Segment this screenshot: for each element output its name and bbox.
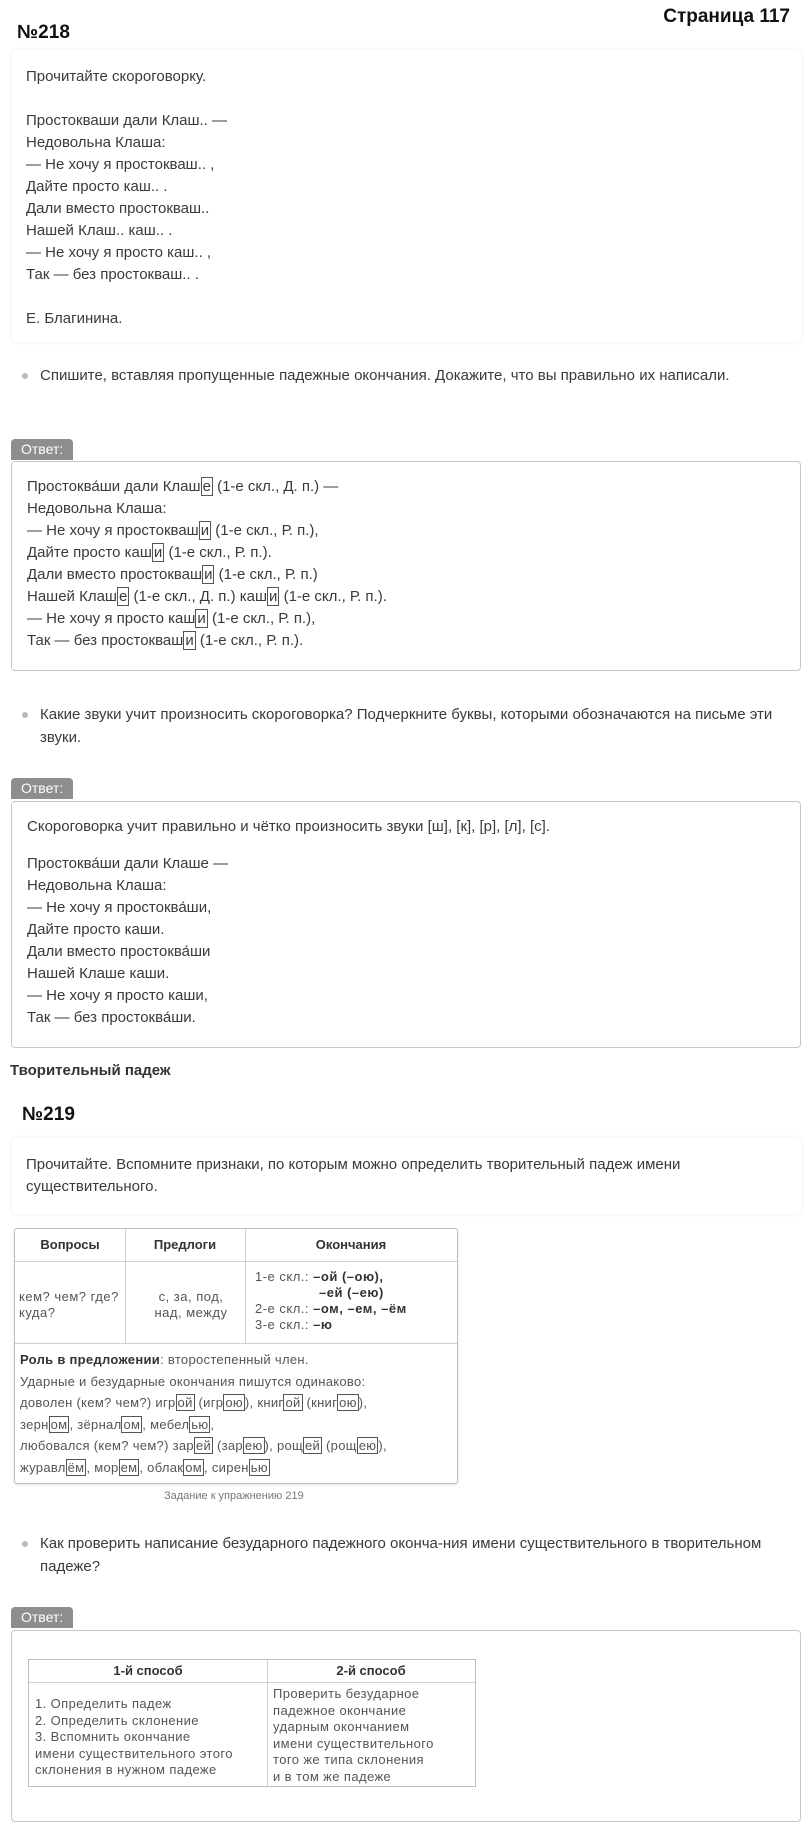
ending-box: е xyxy=(202,478,211,495)
divider xyxy=(125,1229,126,1343)
answer-label: Ответ: xyxy=(11,778,73,799)
poem-line: Дайте просто каш.. . xyxy=(26,178,168,195)
answer-line: Простоква́ши дали Клаш е (1-е скл., Д. п.) — xyxy=(27,478,339,495)
ending-box: ою xyxy=(339,1395,357,1410)
questions-cell: кем? чем? где? куда? xyxy=(19,1289,119,1320)
prepositions-cell: с, за, под, над, между xyxy=(154,1289,228,1320)
answer-line: Дайте просто каши. xyxy=(27,921,165,938)
exercise-number: №219 xyxy=(22,1104,75,1125)
answer-intro: Скороговорка учит правильно и чётко произносить звуки [ш], [к], [р], [л], [с]. xyxy=(27,818,550,835)
ending-box: и xyxy=(269,588,278,605)
divider xyxy=(29,1682,475,1683)
ending-box: ей xyxy=(305,1438,321,1453)
example-line: доволен (кем? чем?) игр ой (игр ою ), книг ой (книг ою ), xyxy=(20,1395,368,1410)
poem-line: Так — без простокваш.. . xyxy=(26,266,199,283)
answer-line: Так — без простокваш и (1-е скл., Р. п.). xyxy=(27,632,304,649)
answer-line: Так — без простоква́ши. xyxy=(27,1009,196,1026)
divider xyxy=(267,1660,268,1786)
poem-line: Нашей Клаш.. каш.. . xyxy=(26,222,173,239)
task-card xyxy=(12,50,802,342)
ending-box: и xyxy=(185,632,194,649)
ending-box: ом xyxy=(185,1459,203,1475)
answer-line: Нашей Клаш е (1-е скл., Д. п.) каш и (1-е скл., Р. п.). xyxy=(27,588,387,605)
answer-line: Нашей Клаше каши. xyxy=(27,965,170,982)
section-title: Творительный падеж xyxy=(10,1062,171,1079)
question-bullet: Как проверить написание безударного падежного оконча-ния имени существительного в творительном падеже? xyxy=(22,1532,792,1578)
poem-author: Е. Благинина. xyxy=(26,310,123,327)
ending-box: и xyxy=(200,522,210,539)
ending-box: ью xyxy=(191,1416,209,1432)
question-bullet: Спишите, вставляя пропущенные падежные окончания. Докажите, что вы правильно их написали. xyxy=(22,364,792,387)
case-table-figure xyxy=(14,1228,458,1484)
ending-box: ом xyxy=(123,1416,141,1432)
endings-cell: 1-е скл.: –ой (–ою), –ей (–ею) 2-е скл.: –ом, –ем, –ём 3-е скл.: –ю xyxy=(255,1269,407,1332)
ending-box: ою xyxy=(225,1395,243,1410)
answer-line: — Не хочу я простоква́ши, xyxy=(27,899,212,916)
answer-line: — Не хочу я просто каши, xyxy=(27,987,208,1004)
ending-box: ой xyxy=(177,1395,193,1410)
question-bullet: Какие звуки учит произносить скороговорка? Подчеркните буквы, которыми обозначаются на письме эти звуки. xyxy=(22,703,792,749)
method-1-cell: 1. Определить падеж 2. Определить склонение 3. Вспомнить окончание имени существительного этого склонения в нужном падеже xyxy=(35,1696,233,1777)
ending-box: ем xyxy=(120,1459,138,1475)
poem-line: Недовольна Клаша: xyxy=(26,134,166,151)
answer-line: Дали вместо простоква́ши xyxy=(27,943,211,960)
divider xyxy=(245,1229,246,1343)
poem-line: Дали вместо простокваш.. xyxy=(26,200,210,217)
answer-box xyxy=(11,461,801,671)
answer-line: Недовольна Клаша: xyxy=(27,877,167,894)
table-header: 1-й способ xyxy=(113,1663,183,1678)
method-2-cell: Проверить безударное падежное окончание ударным окончанием имени существительного того же типа склонения и в том же падеже xyxy=(273,1686,434,1784)
task-card xyxy=(12,1138,802,1214)
table-header: Вопросы xyxy=(40,1237,100,1252)
answer-line: — Не хочу я просто каш и (1-е скл., Р. п.), xyxy=(27,610,316,627)
task-intro: Прочитайте. Вспомните признаки, по которым можно определить творительный падеж имени существительного. xyxy=(26,1156,681,1195)
role-text: : второстепенный член. xyxy=(160,1352,309,1367)
ending-box: ею xyxy=(244,1438,263,1453)
figure-caption: Задание к упражнению 219 xyxy=(164,1490,304,1502)
table-header: 2-й способ xyxy=(336,1663,406,1678)
table-header: Предлоги xyxy=(153,1237,217,1252)
poem-line: Простокваши дали Клаш.. — xyxy=(26,112,228,129)
answer-line: Дали вместо простокваш и (1-е скл., Р. п.) xyxy=(27,566,318,583)
methods-table xyxy=(28,1659,476,1787)
exercise-number: №218 xyxy=(17,22,70,43)
ending-box: ой xyxy=(285,1395,301,1410)
ending-box: ею xyxy=(358,1438,377,1453)
answer-label: Ответ: xyxy=(11,439,73,460)
poem-line: — Не хочу я просто каш.. , xyxy=(26,244,212,261)
divider xyxy=(15,1261,457,1262)
page-number: Страница 117 xyxy=(663,6,790,27)
answer-label: Ответ: xyxy=(11,1607,73,1628)
table-header: Окончания xyxy=(315,1237,387,1252)
role-label: Роль в предложении xyxy=(20,1352,161,1367)
example-line: любовался (кем? чем?) зар ей (зар ею ), рощ ей (рощ ею ), xyxy=(20,1438,387,1453)
poem xyxy=(26,110,788,286)
ending-box: ём xyxy=(67,1459,85,1475)
ending-box: е xyxy=(118,588,128,605)
example-line: зерн ом , зёрнал ом , мебел ью , xyxy=(20,1416,215,1432)
ending-box: и xyxy=(153,544,163,561)
ending-box: ью xyxy=(250,1459,268,1475)
ending-box: ей xyxy=(195,1438,212,1453)
role-section xyxy=(20,1349,452,1478)
divider xyxy=(15,1343,457,1344)
task-intro: Прочитайте скороговорку. xyxy=(26,68,207,85)
answer-line: Дайте просто каш и (1-е скл., Р. п.). xyxy=(27,544,272,561)
poem-line: — Не хочу я простокваш.. , xyxy=(26,156,215,173)
answer-line: Недовольна Клаша: xyxy=(27,500,167,517)
answer-line: — Не хочу я простокваш и (1-е скл., Р. п.), xyxy=(27,522,319,539)
answer-box xyxy=(11,801,801,1048)
ending-box: и xyxy=(197,610,206,627)
answer-line: Простоква́ши дали Клаше — xyxy=(27,855,229,872)
ending-box: ом xyxy=(50,1416,68,1432)
ending-box: и xyxy=(204,566,213,583)
example-line: журавл ём , мор ем , облак ом , сирен ью xyxy=(20,1459,268,1475)
rule-text: Ударные и безударные окончания пишутся одинаково: xyxy=(20,1373,366,1389)
